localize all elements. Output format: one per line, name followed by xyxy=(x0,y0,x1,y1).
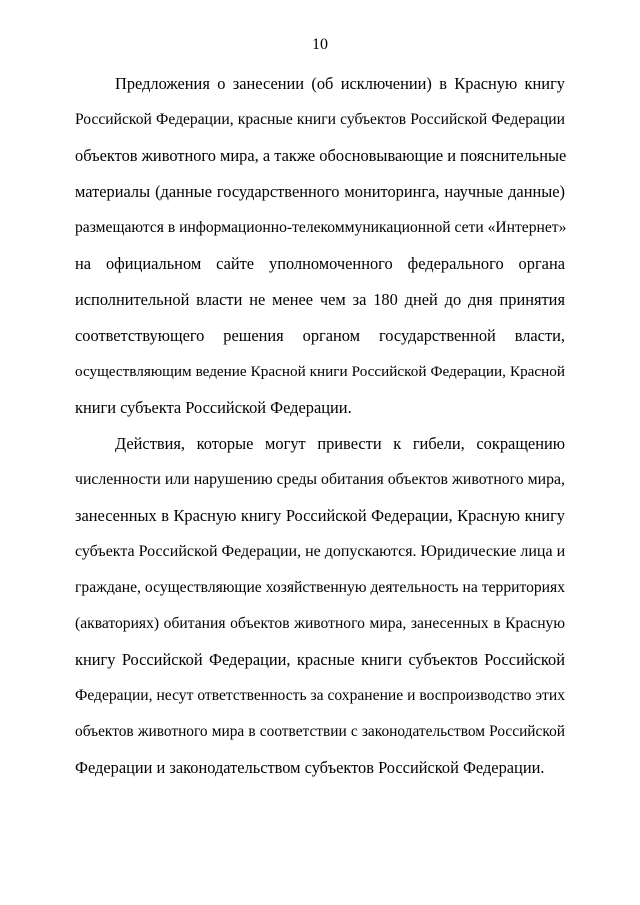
paragraph-1-line-10: книги субъекта Российской Федерации. xyxy=(75,398,352,417)
paragraph-2-line-1: Действия, которые могут привести к гибели, сокращению xyxy=(115,434,565,453)
paragraph-2-line-2: численности или нарушению среды обитания объектов животного мира, xyxy=(75,471,565,488)
paragraph-1-line-2: Российской Федерации, красные книги субъектов Российской Федерации xyxy=(75,111,565,128)
paragraph-1-line-6: на официальном сайте уполномоченного федерального органа xyxy=(75,254,565,273)
paragraph-1-line-3: объектов животного мира, а также обосновывающие и пояснительные xyxy=(75,146,567,165)
paragraph-2-line-9: объектов животного мира в соответствии с законодательством Российской xyxy=(75,723,565,740)
paragraph-2-line-3: занесенных в Красную книгу Российской Федерации, Красную книгу xyxy=(75,506,565,525)
paragraph-1-line-5: размещаются в информационно-телекоммуникационной сети «Интернет» xyxy=(75,219,567,236)
page-number: 10 xyxy=(312,36,328,53)
paragraph-2-line-8: Федерации, несут ответственность за сохранение и воспроизводство этих xyxy=(75,687,565,704)
paragraph-2-line-5: граждане, осуществляющие хозяйственную деятельность на территориях xyxy=(75,579,565,596)
paragraph-2-line-10: Федерации и законодательством субъектов Российской Федерации. xyxy=(75,758,545,777)
paragraph-1-line-8: соответствующего решения органом государственной власти, xyxy=(75,326,565,345)
paragraph-1-line-4: материалы (данные государственного мониторинга, научные данные) xyxy=(75,182,565,201)
paragraph-2-line-7: книгу Российской Федерации, красные книги субъектов Российской xyxy=(75,650,565,669)
paragraph-2-line-4: субъекта Российской Федерации, не допускаются. Юридические лица и xyxy=(75,543,566,560)
paragraph-1-line-7: исполнительной власти не менее чем за 180 дней до дня принятия xyxy=(75,290,565,309)
paragraph-2-line-6: (акваториях) обитания объектов животного мира, занесенных в Красную xyxy=(75,615,565,632)
paragraph-1-line-1: Предложения о занесении (об исключении) в Красную книгу xyxy=(115,74,565,93)
paragraph-1-line-9: осуществляющим ведение Красной книги Российской Федерации, Красной xyxy=(75,363,565,380)
